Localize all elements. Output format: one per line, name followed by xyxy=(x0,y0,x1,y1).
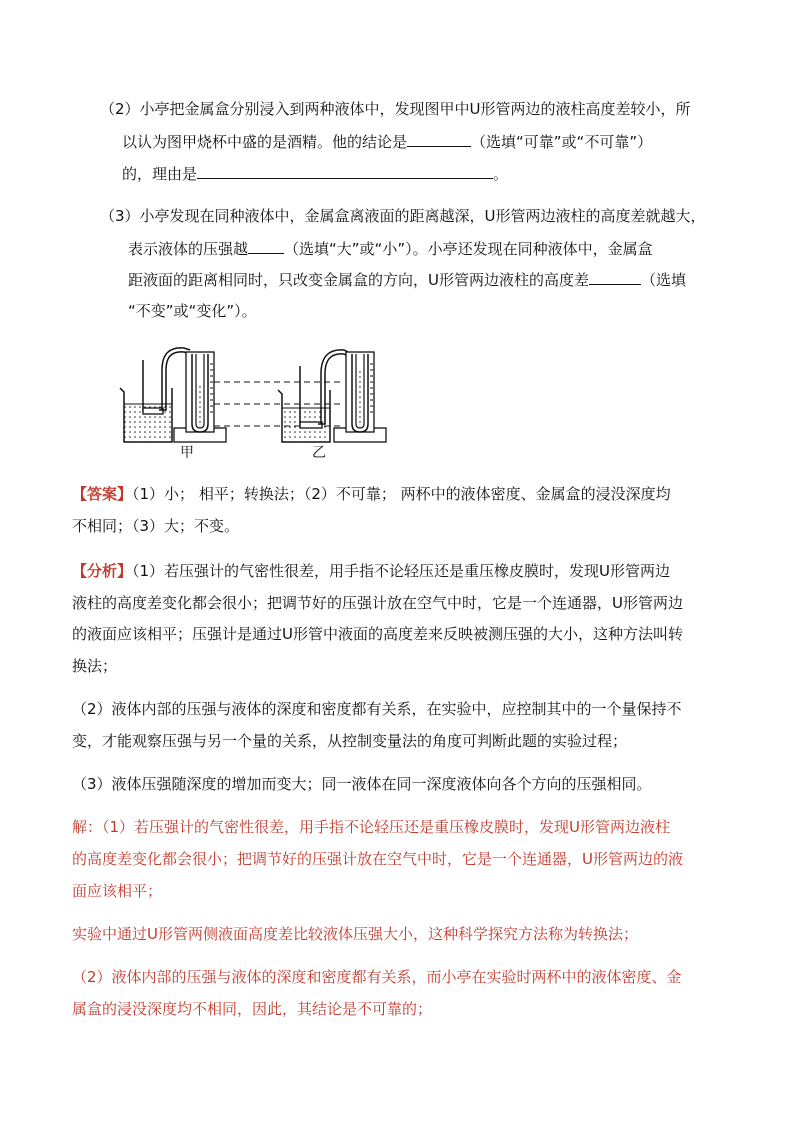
solution-s3-line2: 属盒的浸没深度均不相同，因此，其结论是不可靠的； xyxy=(72,1000,433,1018)
q3-line2-hint: （选填“大”或“小”）。小亭还发现在同种液体中，金属盒 xyxy=(284,240,653,258)
q2-line2 xyxy=(122,130,652,153)
analysis-text-1: （1）若压强计的气密性很差，用手指不论轻压还是重压橡皮膜时，发现U形管两边 xyxy=(132,562,671,580)
q2-line2-hint: （选填“可靠”或“不可靠”） xyxy=(471,133,653,151)
q2-line1: （2）小亭把金属盒分别浸入到两种液体中，发现图甲中U形管两边的液柱高度差较小，所 xyxy=(100,100,691,118)
q3-line4: “不变”或“变化”）。 xyxy=(128,302,257,320)
u-tube-jia xyxy=(174,352,226,442)
u-tube-yi xyxy=(334,352,386,442)
analysis-p2-line2: 变，才能观察压强与另一个量的关系，从控制变量法的角度可判断此题的实验过程； xyxy=(72,732,628,750)
q2-line3-text: 的，理由是 xyxy=(122,165,198,183)
analysis-tag: 【分析】 xyxy=(72,562,133,580)
analysis-p2-line1: （2）液体内部的压强与液体的深度和密度都有关系，在实验中，应控制其中的一个量保持不 xyxy=(72,700,682,718)
analysis-p1-line1 xyxy=(72,560,670,582)
analysis-p1-line4: 换法； xyxy=(72,657,118,675)
q3-line1: （3）小亭发现在同种液体中，金属盒离液面的距离越深，U形管两边液柱的高度差就越大， xyxy=(100,207,706,225)
q3-pressure-blank[interactable] xyxy=(248,237,284,254)
solution-s3-line1: （2）液体内部的压强与液体的深度和密度都有关系，而小亭在实验时两杯中的液体密度、金 xyxy=(72,968,682,986)
figure-label-yi: 乙 xyxy=(312,445,326,461)
q3-line2 xyxy=(128,237,653,260)
answer-line1 xyxy=(72,483,671,505)
q3-height-blank[interactable] xyxy=(589,268,641,285)
solution-s1-line2: 的高度差变化都会很小；把调节好的压强计放在空气中时，它是一个连通器，U形管两边的液 xyxy=(72,850,683,868)
analysis-p3-line1: （3）液体压强随深度的增加而变大；同一液体在同一深度液体向各个方向的压强相同。 xyxy=(72,775,652,793)
solution-s2-line1: 实验中通过U形管两侧液面高度差比较液体压强大小，这种科学探究方法称为转换法； xyxy=(72,925,638,943)
analysis-p1-line2: 液柱的高度差变化都会很小；把调节好的压强计放在空气中时，它是一个连通器，U形管两边 xyxy=(72,594,683,612)
solution-s1-line3: 面应该相平； xyxy=(72,882,163,900)
q2-reason-blank[interactable] xyxy=(197,162,493,179)
q3-line3-text: 距液面的距离相同时，只改变金属盒的方向，U形管两边液柱的高度差 xyxy=(128,271,589,289)
solution-s1-line1: 解：（1）若压强计的气密性很差，用手指不论轻压还是重压橡皮膜时，发现U形管两边液柱 xyxy=(72,818,671,836)
q2-line3-end: 。 xyxy=(493,165,509,183)
q2-line2-text: 以认为图甲烧杯中盛的是酒精。他的结论是 xyxy=(122,133,408,151)
figure-label-jia: 甲 xyxy=(180,445,194,461)
q3-line3 xyxy=(128,268,686,291)
answer-tag: 【答案】 xyxy=(72,485,133,503)
q3-line3-hint: （选填 xyxy=(640,271,686,289)
q3-line2-text: 表示液体的压强越 xyxy=(128,240,249,258)
apparatus-figure xyxy=(118,340,398,460)
answer-text-1: （1）小； 相平；转换法；（2）不可靠； 两杯中的液体密度、金属盒的浸没深度均 xyxy=(132,485,671,503)
q2-line3 xyxy=(122,162,508,185)
apparatus-diagram xyxy=(118,340,398,445)
answer-line2: 不相同；（3）大；不变。 xyxy=(72,517,240,535)
analysis-p1-line3: 的液面应该相平；压强计是通过U形管中液面的高度差来反映被测压强的大小，这种方法叫转 xyxy=(72,625,683,643)
q2-conclusion-blank[interactable] xyxy=(407,130,471,147)
